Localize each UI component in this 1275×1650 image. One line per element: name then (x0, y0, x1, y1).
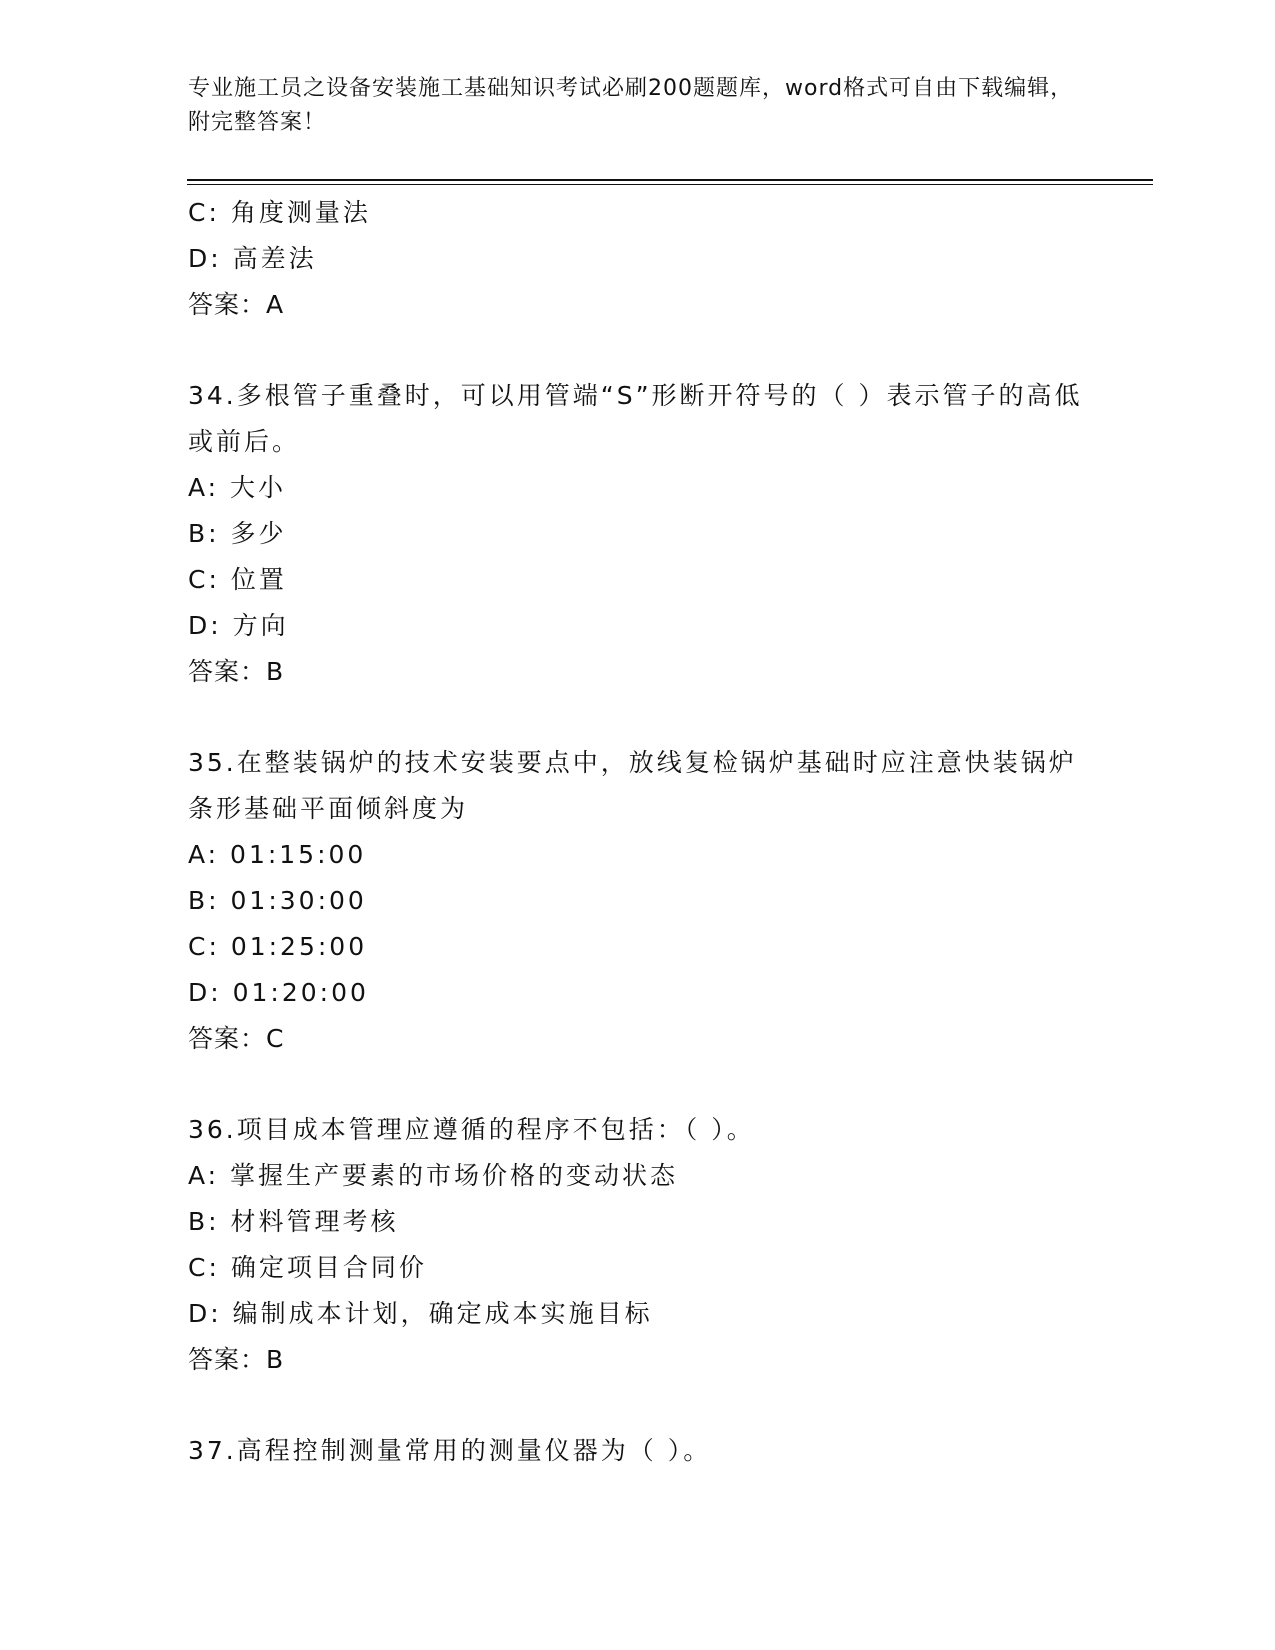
question-37 (188, 1428, 1088, 1474)
spacer (188, 695, 1088, 740)
question-list (188, 190, 1088, 1474)
option-d: D: 编制成本计划，确定成本实施目标 (188, 1299, 653, 1328)
header-rule-thick (187, 179, 1153, 181)
answer: 答案：A (188, 290, 285, 319)
option-a: A: 掌握生产要素的市场价格的变动状态 (188, 1161, 679, 1190)
option-b: B: 材料管理考核 (188, 1207, 399, 1236)
option-c: C: 位置 (188, 565, 287, 594)
answer: 答案：B (188, 1345, 285, 1374)
question-stem: 37.高程控制测量常用的测量仪器为（ ）。 (188, 1436, 712, 1465)
answer: 答案：C (188, 1024, 285, 1053)
option-a: A: 01:15:00 (188, 840, 367, 869)
option-c: C: 角度测量法 (188, 198, 371, 227)
option-c: C: 确定项目合同价 (188, 1253, 427, 1282)
option-d: D: 方向 (188, 611, 289, 640)
option-d: D: 高差法 (188, 244, 317, 273)
option-d: D: 01:20:00 (188, 978, 369, 1007)
spacer (188, 1062, 1088, 1107)
question-stem: 34.多根管子重叠时，可以用管端“S”形断开符号的（ ）表示管子的高低或前后。 (188, 381, 1083, 456)
spacer (188, 328, 1088, 373)
spacer (188, 1383, 1088, 1428)
question-35 (188, 740, 1088, 1062)
question-stem: 35.在整装锅炉的技术安装要点中，放线复检锅炉基础时应注意快装锅炉条形基础平面倾斜度为 (188, 748, 1077, 823)
option-b: B: 01:30:00 (188, 886, 367, 915)
option-a: A: 大小 (188, 473, 287, 502)
question-34 (188, 373, 1088, 695)
option-b: B: 多少 (188, 519, 287, 548)
answer: 答案：B (188, 657, 285, 686)
question-36 (188, 1107, 1088, 1383)
question-stem: 36.项目成本管理应遵循的程序不包括：（ ）。 (188, 1115, 755, 1144)
page-header: 专业施工员之设备安装施工基础知识考试必刷200题题库，word格式可自由下载编辑，附完整答案！ (188, 76, 1074, 135)
question-33-tail (188, 190, 1088, 328)
option-c: C: 01:25:00 (188, 932, 368, 961)
header-rule-thin (187, 184, 1153, 185)
